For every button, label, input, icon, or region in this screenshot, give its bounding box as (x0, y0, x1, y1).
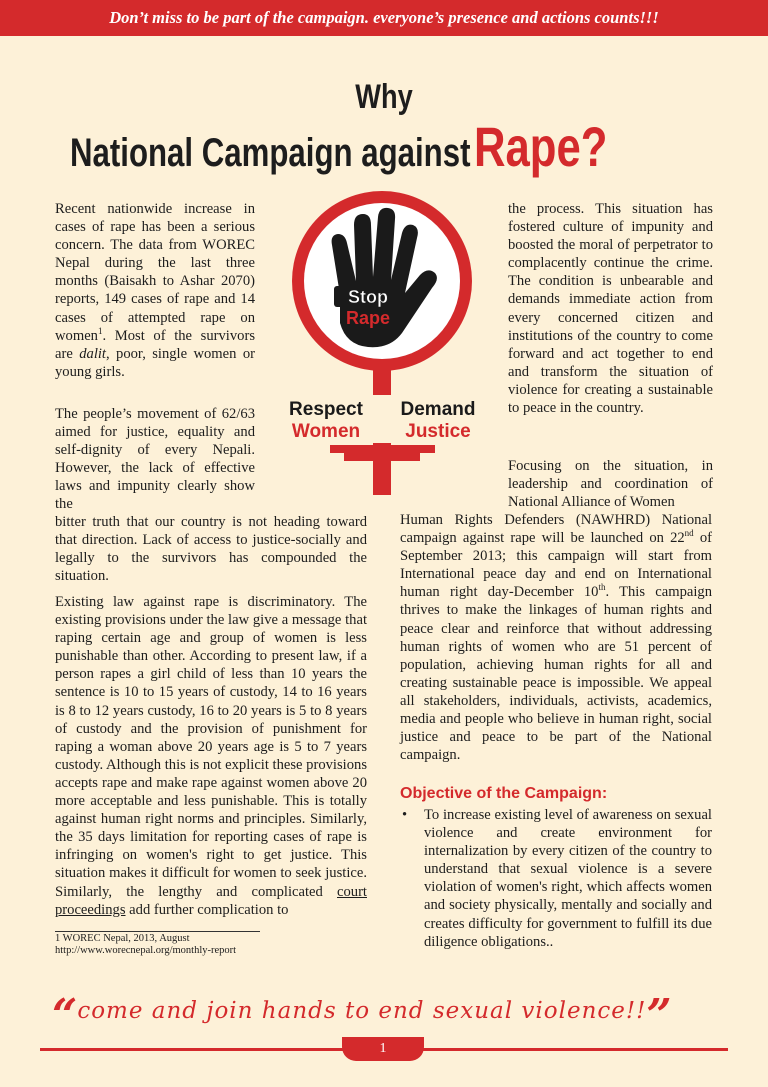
law-paragraph (55, 593, 367, 919)
stop-rape-logo (270, 185, 500, 495)
justice-label: Justice (405, 421, 471, 442)
campaign-paragraph-bottom (400, 511, 712, 764)
page-number: 1 (342, 1037, 424, 1061)
slogan (52, 990, 672, 1041)
intro-end: , poor, single women or young girls. (55, 345, 255, 380)
close-quote: ” (646, 990, 672, 1041)
venus-crossbar-visible (344, 447, 420, 461)
movement-paragraph-top: The people’s movement of 62/63 aimed for justice, equality and self-dignity of every Nepali. However, the lack of effective laws and impunity clearly show the (55, 406, 255, 513)
objective-heading: Objective of the Campaign: (400, 785, 608, 802)
footnote-source: 1 WOREC Nepal, 2013, August (55, 933, 190, 944)
law-text: Existing law against rape is discriminatory. The existing provisions under the law give a message that raping certain age and group of women is less punishable than other. According to present law, if a person rapes a girl child of less than 10 years the sentence is 10 to 15 years of custody, 14 to 16 years is 8 to 12 years custody, 16 to 20 years is 5 to 8 years of custody and the provision of punishment for raping a woman above 20 years age is 5 to 7 years custody. Although this is not explicit these provisions accepts rape and make rape against women above 20 more acceptable and less punishable. This is totally against human right norms and principles. Similarly, the 35 days limitation for reporting cases of rape is infringing on women's right to get justice. This situation makes it difficult for women to seek justice. Similarly, the lengthy and complicated (55, 594, 367, 900)
ordinal-nd: nd (684, 528, 694, 539)
women-label: Women (291, 421, 361, 442)
campaign-paragraph-top: Focusing on the situation, in leadership and coordination of National Alliance of Women (508, 458, 713, 511)
ordinal-th: th (598, 582, 606, 593)
intro-paragraph (55, 200, 255, 381)
campaign-text-3: . This campaign thrives to make the linkages of human rights and peace clear and reinforce that without addressing human rights of women who are 51 percent of population, achieving human rights for all and creating sustainable peace is impossible. We appeal all stakeholders, individuals, activists, academics, media and people who believe in human right, social justice and peace to be part of the National campaign. (400, 584, 712, 764)
open-quote: “ (52, 990, 78, 1041)
stop-label: Stop (348, 287, 388, 307)
slogan-text: come and join hands to end sexual violence!! (77, 998, 647, 1024)
title-emphasis: Rape? (473, 115, 608, 178)
footnote (55, 931, 260, 957)
list-item: • To increase existing level of awareness on sexual violence and create environment for internalization by every citizen of the country to understand that sexual violence is a severe violation of women's right, which affects women and society physically, mentally and socially and creates difficulty for government to fulfill its due diligence obligations.. (400, 806, 712, 951)
intro-text: Recent nationwide increase in cases of rape has been a serious concern. The data from WOREC Nepal during the last three months (Baisakh to Ashar 2070) reports, 149 cases of rape and 14 cases of attempted rape on women (55, 201, 255, 344)
court-proceedings-text: court proceedings (55, 883, 367, 918)
campaign-text-2: of September 2013; this campaign will start from International peace day and end on International human right day-December 10 (400, 530, 712, 601)
objective-list (400, 806, 712, 951)
dalit-term: dalit (79, 345, 106, 362)
title-main: National Campaign against (70, 131, 471, 175)
impunity-paragraph: the process. This situation has fostered culture of impunity and boosted the moral of perpetrator to complacently continue the crime. The condition is unbearable and demands immediate action from every concerned citizen and institutions of the country to come forward and act together to end and transform the situation of violence for creating a sustainable to peace in the country. (508, 201, 713, 417)
intro-tail: . Most of the survivors are (55, 327, 255, 362)
campaign-text-1: Human Rights Defenders (NAWHRD) National campaign against rape will be launched on 22 (400, 512, 712, 547)
footnote-ref: 1 (97, 325, 103, 336)
rape-label: Rape (345, 308, 391, 328)
footnote-url: http://www.worecnepal.org/monthly-report (55, 945, 237, 956)
title-why: Why (355, 78, 413, 116)
respect-label: Respect (289, 399, 363, 420)
page-title (70, 114, 607, 179)
top-banner: Don’t miss to be part of the campaign. everyone’s presence and actions counts!!! (0, 0, 768, 36)
demand-label: Demand (400, 399, 476, 420)
movement-paragraph-bottom: bitter truth that our country is not heading toward that direction. Lack of access to justice-socially and legally to the survivors has compounded the situation. (55, 514, 367, 585)
law-end: add further complication to (129, 901, 289, 918)
